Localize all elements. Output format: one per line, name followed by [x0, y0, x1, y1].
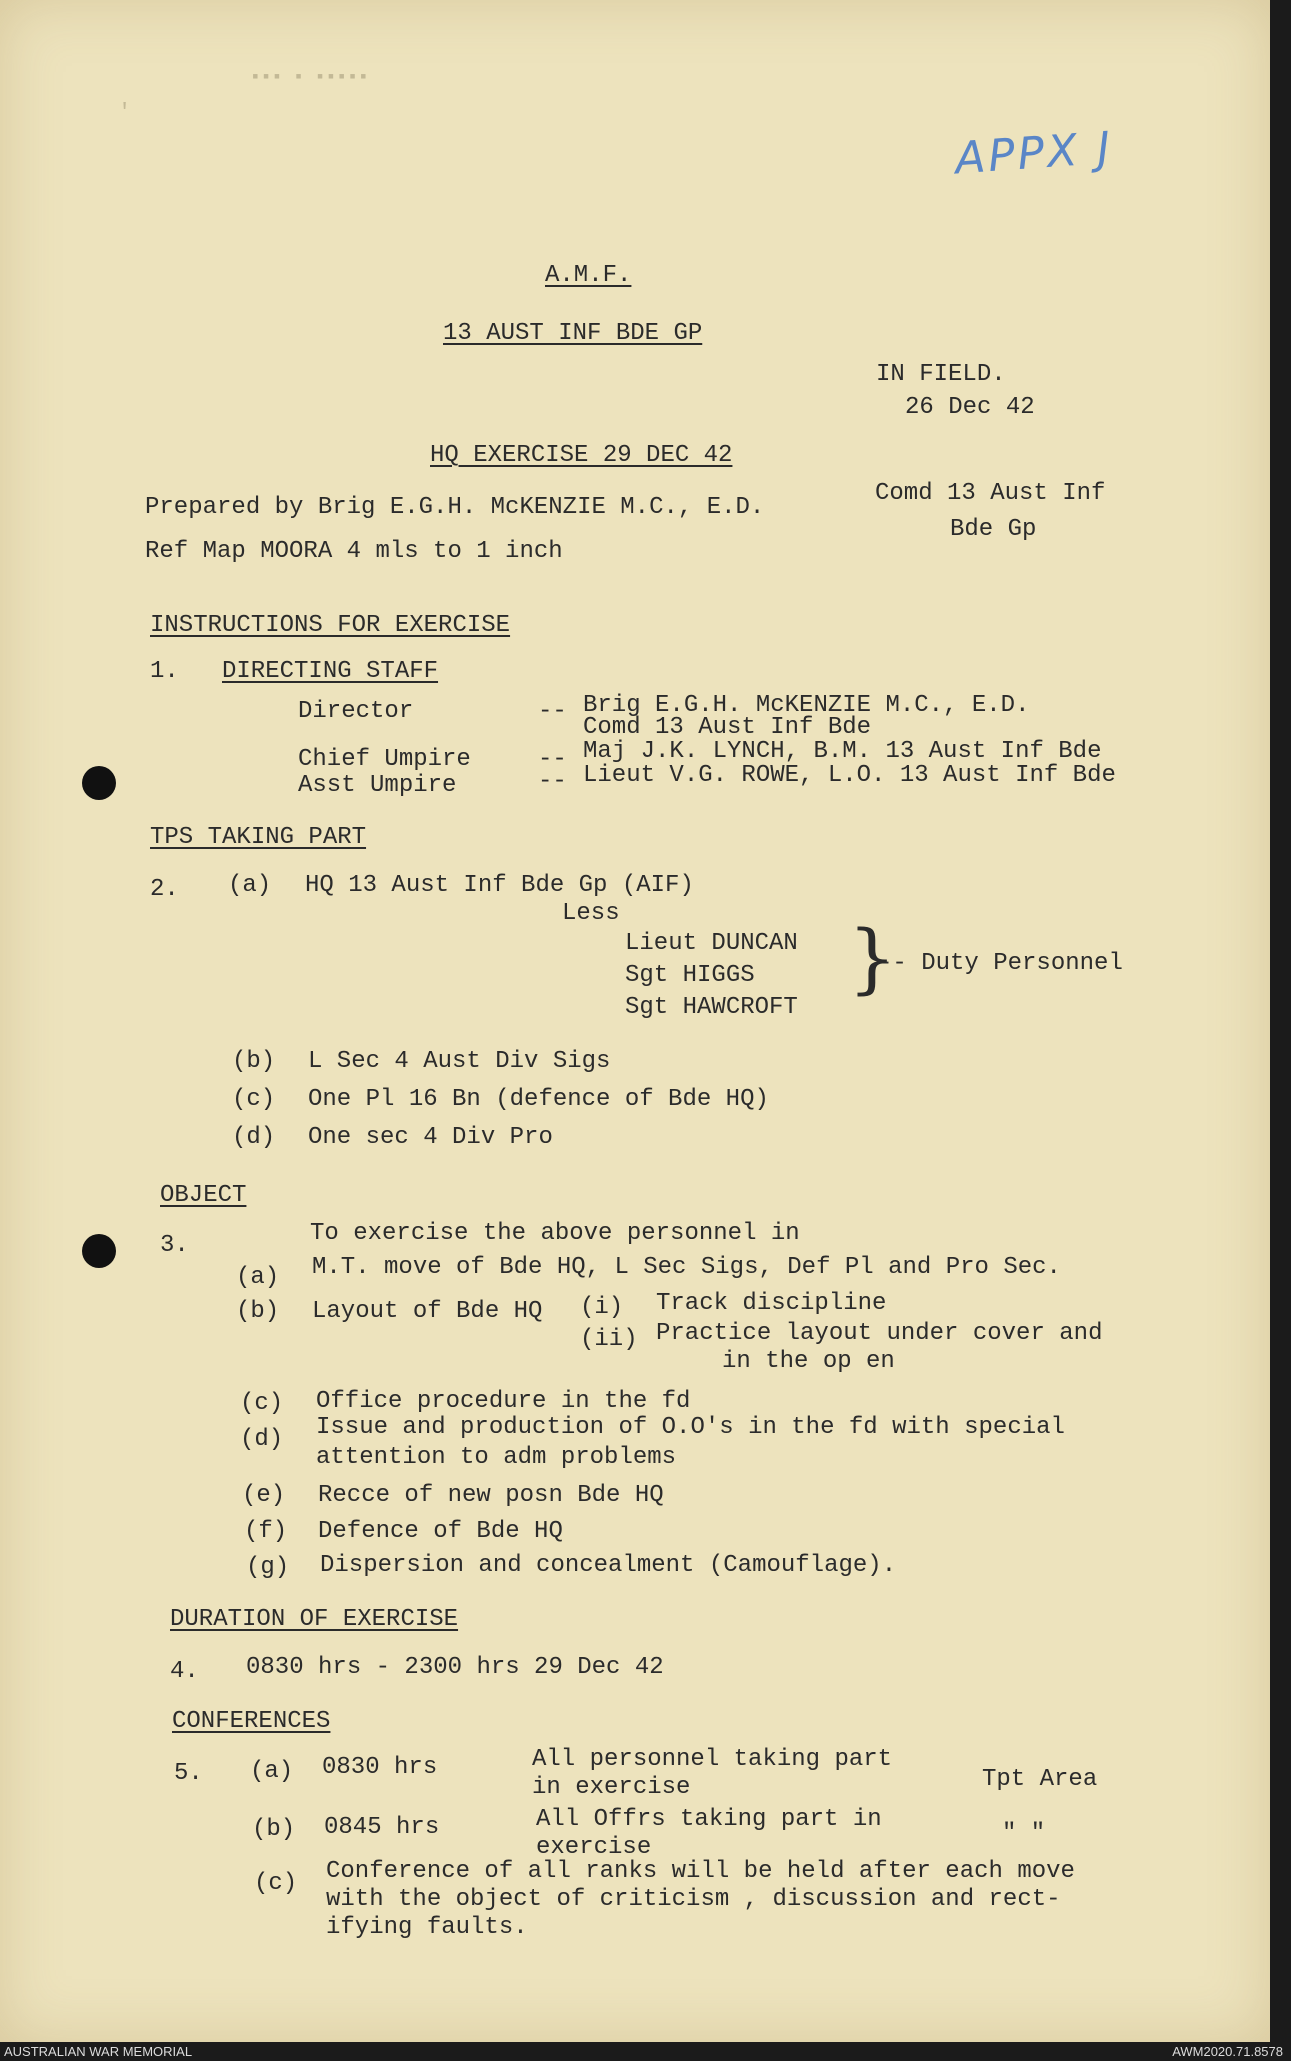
conference-text: exercise	[536, 1834, 652, 1861]
duty-person: Lieut DUNCAN	[625, 930, 798, 957]
item-label: (c)	[240, 1390, 284, 1417]
staff-name: Comd 13 Aust Inf Bde	[583, 714, 872, 741]
issue-date: 26 Dec 42	[905, 394, 1035, 421]
para-5-number: 5.	[174, 1760, 203, 1787]
item-text: M.T. move of Bde HQ, L Sec Sigs, Def Pl and Pro Sec.	[312, 1254, 1061, 1281]
conference-text: in exercise	[532, 1774, 691, 1801]
staff-role: Director	[298, 698, 414, 725]
conferences-heading: CONFERENCES	[172, 1708, 331, 1735]
org-heading: A.M.F.	[545, 262, 632, 289]
item-text: attention to adm problems	[316, 1444, 677, 1471]
subitem-label: (ii)	[580, 1326, 638, 1353]
item-text: Recce of new posn Bde HQ	[318, 1482, 664, 1509]
conference-place: " "	[1002, 1820, 1046, 1847]
duty-person: Sgt HIGGS	[625, 962, 755, 989]
reference-map: Ref Map MOORA 4 mls to 1 inch	[145, 538, 563, 565]
item-label: (e)	[242, 1482, 286, 1509]
subitem-text: in the op en	[722, 1348, 895, 1375]
duration-text: 0830 hrs - 2300 hrs 29 Dec 42	[246, 1654, 664, 1681]
item-text: L Sec 4 Aust Div Sigs	[308, 1048, 611, 1075]
para-1-number: 1.	[150, 658, 179, 685]
subitem-text: Track discipline	[656, 1290, 887, 1317]
item-label: (c)	[232, 1086, 276, 1113]
para-2-number: 2.	[150, 876, 179, 903]
item-label: (a)	[250, 1758, 294, 1785]
grouping-brace: }	[848, 913, 897, 1002]
staff-role: Chief Umpire	[298, 746, 471, 773]
conference-time: 0845 hrs	[324, 1814, 440, 1841]
item-label: (a)	[228, 872, 272, 899]
item-text: Issue and production of O.O's in the fd with special	[316, 1414, 1065, 1441]
conference-text: with the object of criticism , discussion and rect-	[326, 1886, 1061, 1913]
conference-text: All Offrs taking part in	[536, 1806, 882, 1833]
object-intro: To exercise the above personnel in	[310, 1220, 800, 1247]
staff-dash: --	[538, 698, 567, 725]
item-label: (a)	[236, 1264, 280, 1291]
bleed-through-text: ▪▪▪ ▪ ▪▪▪▪▪	[250, 68, 369, 88]
handwritten-annotation: APPX J	[953, 122, 1115, 185]
conference-place: Tpt Area	[982, 1766, 1098, 1793]
pencil-mark: '	[118, 100, 132, 125]
prepared-role-line-2: Bde Gp	[950, 516, 1037, 543]
object-heading: OBJECT	[160, 1182, 247, 1209]
staff-dash: --	[538, 768, 567, 795]
subitem-text: Practice layout under cover and	[656, 1320, 1103, 1347]
prepared-by: Prepared by Brig E.G.H. McKENZIE M.C., E.D.	[145, 494, 765, 521]
item-text: HQ 13 Aust Inf Bde Gp (AIF)	[305, 872, 694, 899]
item-label: (b)	[252, 1816, 296, 1843]
punch-hole-top	[82, 766, 116, 800]
item-label: (d)	[232, 1124, 276, 1151]
item-label: (b)	[232, 1048, 276, 1075]
item-label: (g)	[246, 1554, 290, 1581]
prepared-role-line-1: Comd 13 Aust Inf	[875, 480, 1106, 507]
staff-name: Lieut V.G. ROWE, L.O. 13 Aust Inf Bde	[583, 762, 1116, 789]
para-4-number: 4.	[170, 1658, 199, 1685]
staff-name: Brig E.G.H. McKENZIE M.C., E.D.	[583, 692, 1030, 719]
item-label: (b)	[236, 1298, 280, 1325]
conference-text: ifying faults.	[326, 1914, 528, 1941]
directing-staff-heading: DIRECTING STAFF	[222, 658, 439, 685]
staff-name: Maj J.K. LYNCH, B.M. 13 Aust Inf Bde	[583, 738, 1102, 765]
tps-heading: TPS TAKING PART	[150, 824, 367, 851]
duty-personnel-label: -- Duty Personnel	[878, 950, 1123, 977]
footer-accession: AWM2020.71.8578	[1172, 2044, 1283, 2059]
item-label: (c)	[254, 1870, 298, 1897]
conference-text: Conference of all ranks will be held after each move	[326, 1858, 1075, 1885]
item-label: (f)	[244, 1518, 288, 1545]
punch-hole-bottom	[82, 1234, 116, 1268]
staff-dash: --	[538, 746, 567, 773]
conference-time: 0830 hrs	[322, 1754, 438, 1781]
less-label: Less	[562, 900, 620, 927]
item-text: One sec 4 Div Pro	[308, 1124, 553, 1151]
subitem-label: (i)	[580, 1294, 624, 1321]
staff-role: Asst Umpire	[298, 772, 457, 799]
duration-heading: DURATION OF EXERCISE	[170, 1606, 459, 1633]
item-text: Defence of Bde HQ	[318, 1518, 563, 1545]
item-text: Dispersion and concealment (Camouflage).	[320, 1552, 897, 1579]
item-text: One Pl 16 Bn (defence of Bde HQ)	[308, 1086, 769, 1113]
instructions-heading: INSTRUCTIONS FOR EXERCISE	[150, 612, 511, 639]
item-label: (d)	[240, 1426, 284, 1453]
para-3-number: 3.	[160, 1232, 189, 1259]
item-text: Office procedure in the fd	[316, 1388, 691, 1415]
location: IN FIELD.	[876, 361, 1006, 388]
footer-credit: AUSTRALIAN WAR MEMORIAL	[4, 2044, 193, 2059]
duty-person: Sgt HAWCROFT	[625, 994, 798, 1021]
document-title: HQ EXERCISE 29 DEC 42	[430, 442, 733, 469]
item-text: Layout of Bde HQ	[312, 1298, 543, 1325]
formation-heading: 13 AUST INF BDE GP	[443, 320, 703, 347]
conference-text: All personnel taking part	[532, 1746, 893, 1773]
